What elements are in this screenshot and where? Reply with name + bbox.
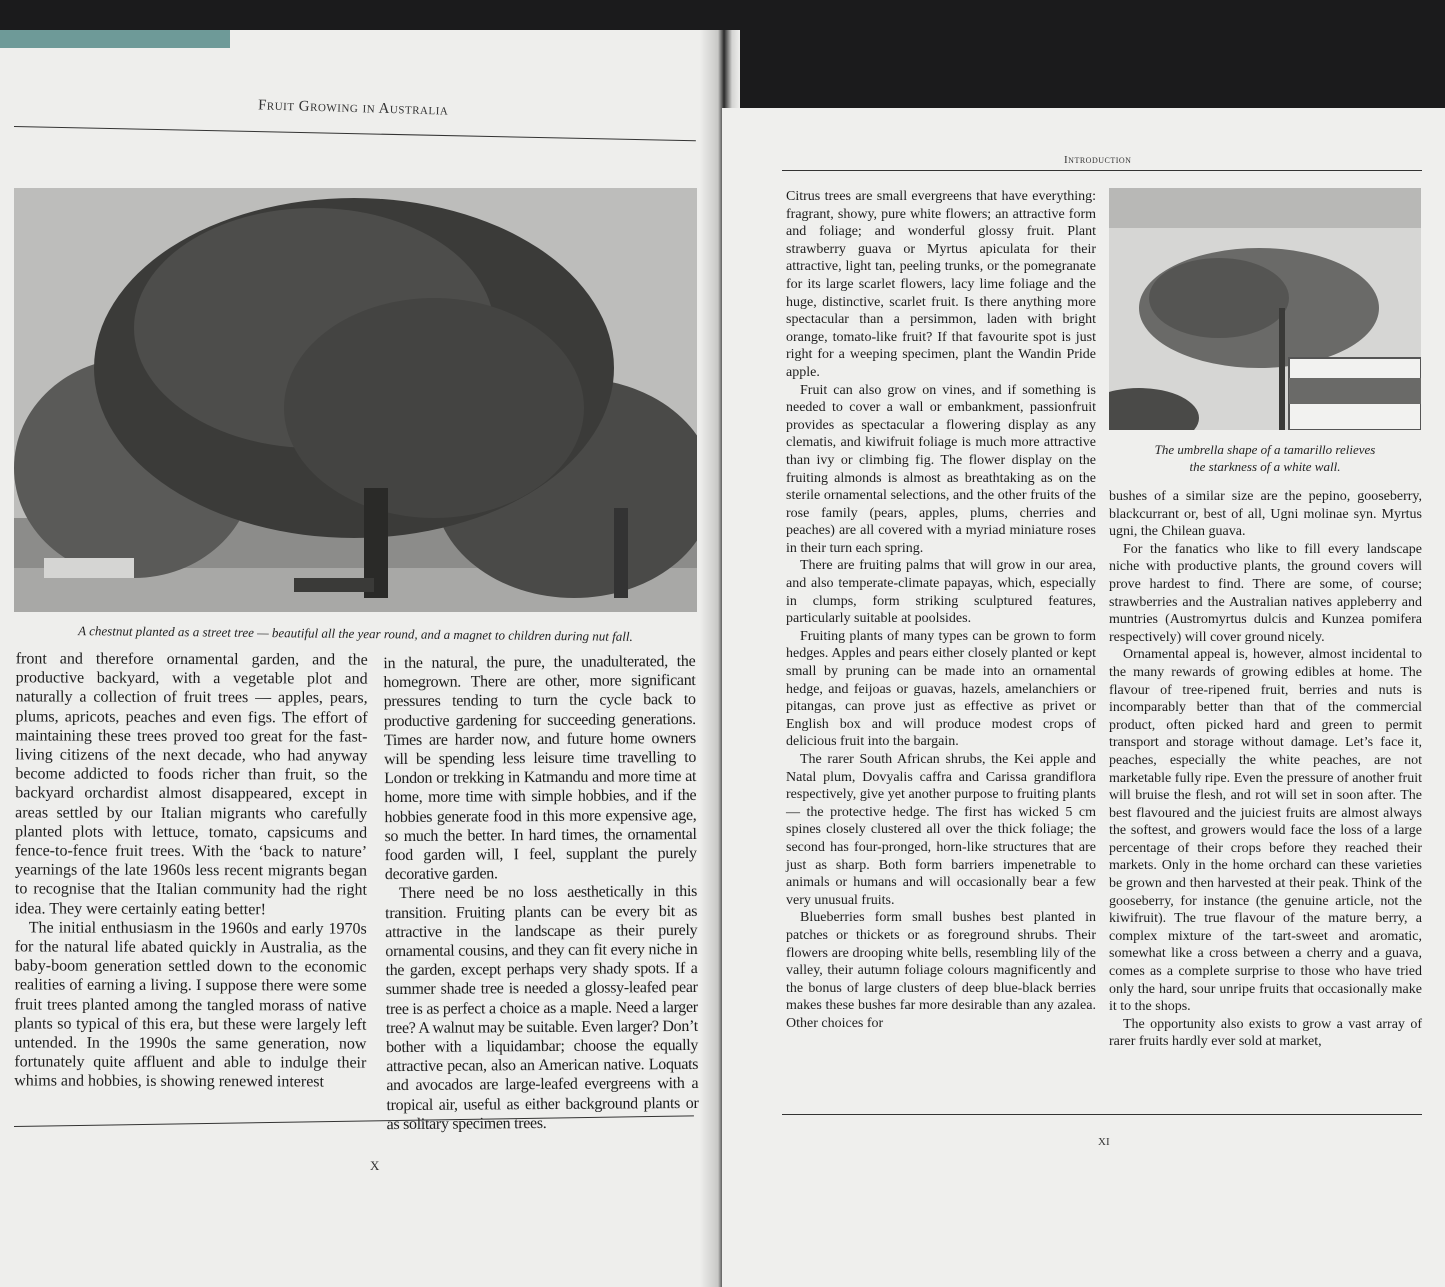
paragraph: Ornamental appeal is, however, almost incidental to the many rewards of growing edibles at home. The flavour of tree-ripened fruit, berries and nuts is incomparably better than that of the commercial product, often picked hard and green to permit transport and storage without damage. Let’s face it, peaches, especially the white peaches, are not marketable fully ripe. Even the pressure of another fruit will bruise the flesh, and rot will set in soon after. The best flavoured and the juiciest fruits are almost always the softest, and growers would face the loss of a large percentage of their crops before they reached their markets. Only in the home orchard can these varieties be grown and then harvested at their peak. Think of the gooseberry, for instance (the genuine article, not the kiwifruit). The true flavour of the mature berry, a complex mixture of the tart-sweet and aromatic, somewhat like a cross between a cherry and a guava, comes as a complete surprise to those who have tried only the hard, sour unripe fruits that occasionally make it to the shops. bbox=[1109, 647, 1422, 1015]
left-page bbox=[0, 30, 712, 1287]
paragraph: Fruit can also grow on vines, and if something is needed to cover a wall or embankment, passionfruit provides as spectacular a flowering display as any clematis, and kiwifruit foliage is much more attractive than ivy or climbing fig. The flower display on the fruiting almonds is almost as breathtaking as on the sterile ornamental selections, and the other fruits of the rose family (pears, apples, plums, cherries and peaches) are all covered with a myriad miniature roses in their turn each spring. bbox=[786, 382, 1096, 556]
right-running-head: Introduction bbox=[1064, 154, 1132, 166]
paragraph: Citrus trees are small evergreens that have everything: fragrant, showy, pure white flowers; an attractive form and foliage; and wonderful glossy fruit. Plant strawberry guava or Myrtus apiculata for their attractive, light tan, peeling trunks, or the pomegranate for its large scarlet flowers, lacy lime foliage and the huge, distinctive, scarlet fruit. Is there anything more spectacular than a persimmon, laden with bright orange, tomato-like fruit? If that favourite spot is just right for a weeping specimen, plant the Wandin Pride apple. bbox=[786, 189, 1096, 380]
chestnut-tree-photo bbox=[14, 188, 697, 612]
paragraph: Fruiting plants of many types can be grown to form hedges. Apples and pears either closely planted or kept small by pruning can be made into an ornamental hedge, and feijoas or guavas, hazels, amelanchiers or pitangas, can prove just as effective as privet or English box and will produce modest crops of delicious fruit into the bargain. bbox=[786, 628, 1096, 750]
left-column-1 bbox=[14, 649, 368, 1092]
right-column-2 bbox=[1109, 488, 1422, 1051]
paragraph: The initial enthusiasm in the 1960s and early 1970s for the natural life abated quickly in Australia, as the baby-boom generation settled down to the economic realities of earning a living. I suppose there were some fruit trees planted among the tangled morass of native plants so typical of this era, but these were largely left untended. In the 1990s the same generation, now fortunately quite affluent and able to indulge their whims and hobbies, is showing renewed interest bbox=[14, 919, 367, 1091]
left-running-head: Fruit Growing in Australia bbox=[257, 97, 449, 119]
left-photo-caption: A chestnut planted as a street tree — beautiful all the year round, and a magnet to children during nut fall. bbox=[78, 623, 633, 644]
paragraph: The rarer South African shrubs, the Kei apple and Natal plum, Dovyalis caffra and Carissa grandiflora respectively, give yet another purpose to fruiting plants — the protective hedge. The first has wicked 5 cm spines closely clustered all over the thick foliage; the second has four-pronged, horn-like structures that are just as sharp. Both form barriers impenetrable to animals or humans and will occasionally bear a few very unusual fruits. bbox=[786, 752, 1096, 908]
right-page-number: XI bbox=[1098, 1136, 1110, 1148]
tamarillo-tree-photo bbox=[1109, 188, 1421, 430]
paragraph: Blueberries form small bushes best planted in patches or thickets or as foreground shrubs. Their flowers are drooping white bells, resembling lily of the valley, their autumn foliage colours magnificently and the bonus of large clusters of deep blue-black berries makes these bushes far more desirable than any azalea. Other choices for bbox=[786, 910, 1096, 1031]
right-photo-caption bbox=[1109, 441, 1421, 475]
right-column-1 bbox=[786, 188, 1096, 1033]
right-footer-rule bbox=[782, 1114, 1422, 1115]
paragraph: front and therefore ornamental garden, and the productive backyard, with a vegetable plot and naturally a collection of fruit trees — apples, pears, plums, apricots, peaches and even figs. The effort of maintaining these trees proved too great for the fast-living citizens of the next decade, who had anyway become addicted to foods richer than fruit, so the backyard orchardist almost disappeared, except in areas settled by our Italian migrants who carefully planted plots with lettuce, tomato, capsicums and fence-to-fence fruit trees. With the ‘back to nature’ yearnings of the late 1960s less recent migrants began to recognise that the Italian community had the right idea. They were certainly eating better! bbox=[14, 650, 368, 918]
paragraph: The opportunity also exists to grow a vast array of rarer fruits hardly ever sold at market, bbox=[1109, 1016, 1422, 1050]
left-page-number: X bbox=[370, 1158, 380, 1173]
paragraph: There are fruiting palms that will grow in our area, and also temperate-climate papayas, which, especially in clumps, form striking sculptured features, particularly suitable at poolsides. bbox=[786, 558, 1096, 627]
paragraph: in the natural, the pure, the unadulterated, the homegrown. There are other, more significant pressures tending to turn the cycle back to productive gardening for succeeding generations. Times are harder now, and future home owners will be spending less leisure time travelling to London or trekking in Katmandu and more time at home, more time with simple hobbies, and if the hobbies generate food in this more expensive age, so much the better. In hard times, the ornamental food garden will, I feel, supplant the purely decorative garden. bbox=[383, 652, 697, 884]
left-column-2 bbox=[383, 652, 698, 1134]
left-header-rule bbox=[14, 126, 696, 141]
caption-line: The umbrella shape of a tamarillo relieves bbox=[1154, 442, 1376, 457]
right-header-rule bbox=[782, 170, 1422, 171]
paragraph: There need be no loss aesthetically in this transition. Fruiting plants can be every bit as attractive in the landscape as their purely ornamental cousins, and they can fit every niche in the garden, except perhaps very shady spots. If a summer shade tree is needed a glossy-leafed pear tree is as perfect a choice as a maple. Need a larger tree? A walnut may be suitable. Even larger? Don’t bother with a liquidambar; choose the equally attractive pecan, also an American native. Loquats and avocados are large-leafed evergreens with a tropical air, useful as either background plants or as solitary specimen trees. bbox=[385, 883, 699, 1133]
caption-line: the starkness of a white wall. bbox=[1189, 459, 1341, 474]
right-page bbox=[722, 108, 1445, 1287]
paragraph: For the fanatics who like to fill every landscape niche with productive plants, the ground covers will prove hardest to find. There are some, of course; strawberries and the Australian natives appleberry and muntries (Austromyrtus dulcis and Kunzea pomifera respectively) will cover ground nicely. bbox=[1109, 541, 1422, 645]
paragraph: bushes of a similar size are the pepino, gooseberry, blackcurrant or, best of all, Ugni molinae syn. Myrtus ugni, the Chilean guava. bbox=[1109, 489, 1422, 540]
